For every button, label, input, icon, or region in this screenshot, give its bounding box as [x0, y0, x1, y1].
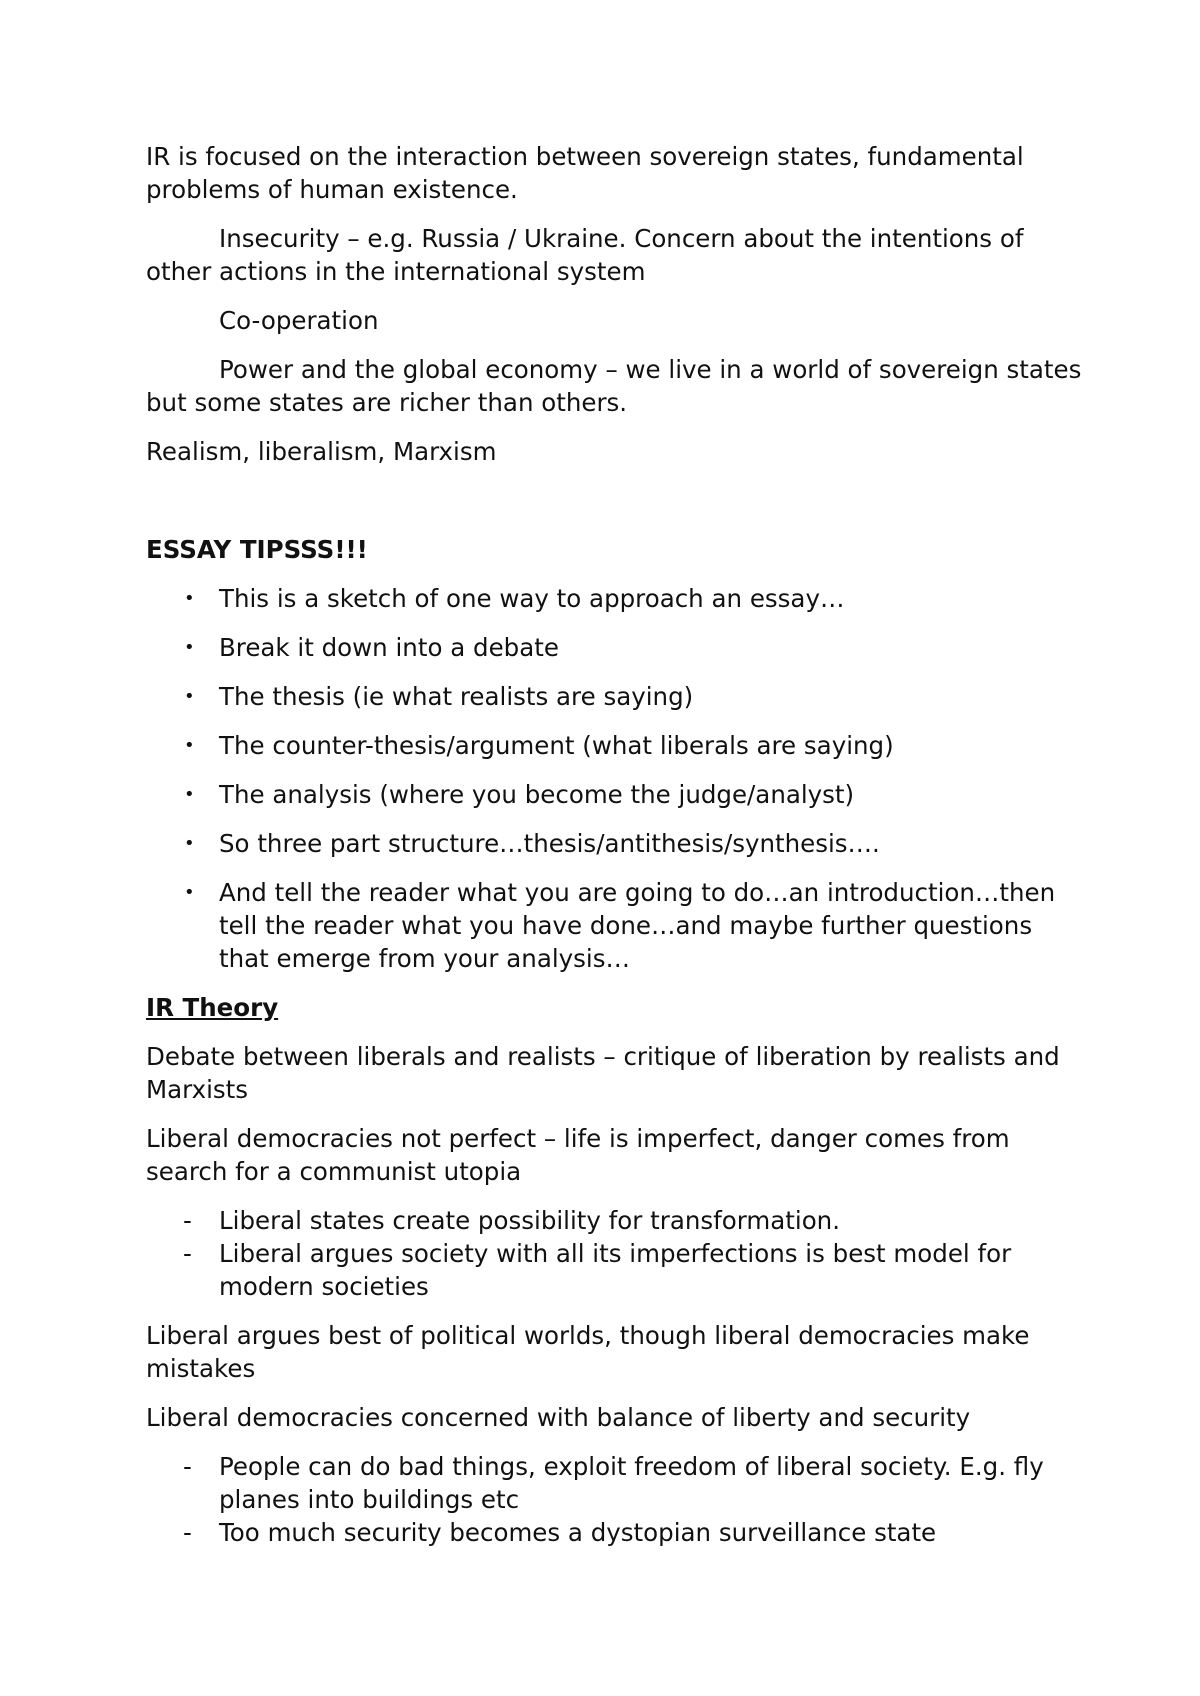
dash-icon: -	[183, 1452, 192, 1481]
dash-icon: -	[183, 1206, 192, 1235]
list-item	[146, 729, 1086, 762]
liberal-democracies-paragraph: Liberal democracies not perfect – life is imperfect, danger comes from search for a communist utopia	[146, 1124, 1010, 1186]
list-item-text: This is a sketch of one way to approach an essay…	[219, 584, 845, 613]
theories-paragraph: Realism, liberalism, Marxism	[146, 437, 497, 466]
bullet-icon: •	[184, 686, 195, 707]
document-page	[146, 140, 1086, 1565]
list-item-text: So three part structure…thesis/antithesis/synthesis….	[219, 829, 880, 858]
list-item-text: People can do bad things, exploit freedom of liberal society. E.g. fly planes into buildings etc	[219, 1452, 1044, 1514]
list-item-text: The analysis (where you become the judge/analyst)	[219, 780, 855, 809]
cooperation-paragraph: Co-operation	[219, 306, 379, 335]
section-spacer	[146, 484, 1086, 533]
list-item	[146, 778, 1086, 811]
debate-paragraph: Debate between liberals and realists – critique of liberation by realists and Marxists	[146, 1042, 1060, 1104]
best-political-worlds-paragraph: Liberal argues best of political worlds, though liberal democracies make mistakes	[146, 1321, 1030, 1383]
liberty-security-paragraph: Liberal democracies concerned with balance of liberty and security	[146, 1403, 971, 1432]
list-item-text: The counter-thesis/argument (what liberals are saying)	[219, 731, 894, 760]
bullet-icon: •	[184, 637, 195, 658]
list-item-text: And tell the reader what you are going to do…an introduction…then tell the reader what you have done…and maybe further questions that emerge from your analysis…	[219, 878, 1056, 973]
bullet-icon: •	[184, 833, 195, 854]
list-item	[146, 876, 1086, 975]
list-item	[146, 680, 1086, 713]
dash-icon: -	[183, 1239, 192, 1268]
list-item	[146, 1204, 1086, 1237]
list-item	[146, 1237, 1086, 1303]
list-item-text: Break it down into a debate	[219, 633, 559, 662]
intro-paragraph: IR is focused on the interaction between sovereign states, fundamental problems of human existence.	[146, 142, 1024, 204]
list-item-text: Liberal states create possibility for transformation.	[219, 1206, 840, 1235]
list-item-text: The thesis (ie what realists are saying)	[219, 682, 694, 711]
ir-theory-heading: IR Theory	[146, 993, 279, 1022]
security-list	[146, 1450, 1086, 1549]
dash-icon: -	[183, 1518, 192, 1547]
bullet-icon: •	[184, 735, 195, 756]
essay-tips-list	[146, 582, 1086, 975]
bullet-icon: •	[184, 882, 195, 903]
list-item	[146, 582, 1086, 615]
insecurity-paragraph: Insecurity – e.g. Russia / Ukraine. Concern about the intentions of other actions in the international system	[146, 224, 1024, 286]
list-item	[146, 631, 1086, 664]
list-item-text: Too much security becomes a dystopian surveillance state	[219, 1518, 937, 1547]
list-item	[146, 1450, 1086, 1516]
liberal-states-list	[146, 1204, 1086, 1303]
bullet-icon: •	[184, 588, 195, 609]
list-item	[146, 827, 1086, 860]
essay-tips-heading: ESSAY TIPSSS!!!	[146, 535, 368, 564]
list-item	[146, 1516, 1086, 1549]
power-economy-paragraph: Power and the global economy – we live in a world of sovereign states but some states are richer than others.	[146, 355, 1082, 417]
list-item-text: Liberal argues society with all its imperfections is best model for modern societies	[219, 1239, 1012, 1301]
bullet-icon: •	[184, 784, 195, 805]
